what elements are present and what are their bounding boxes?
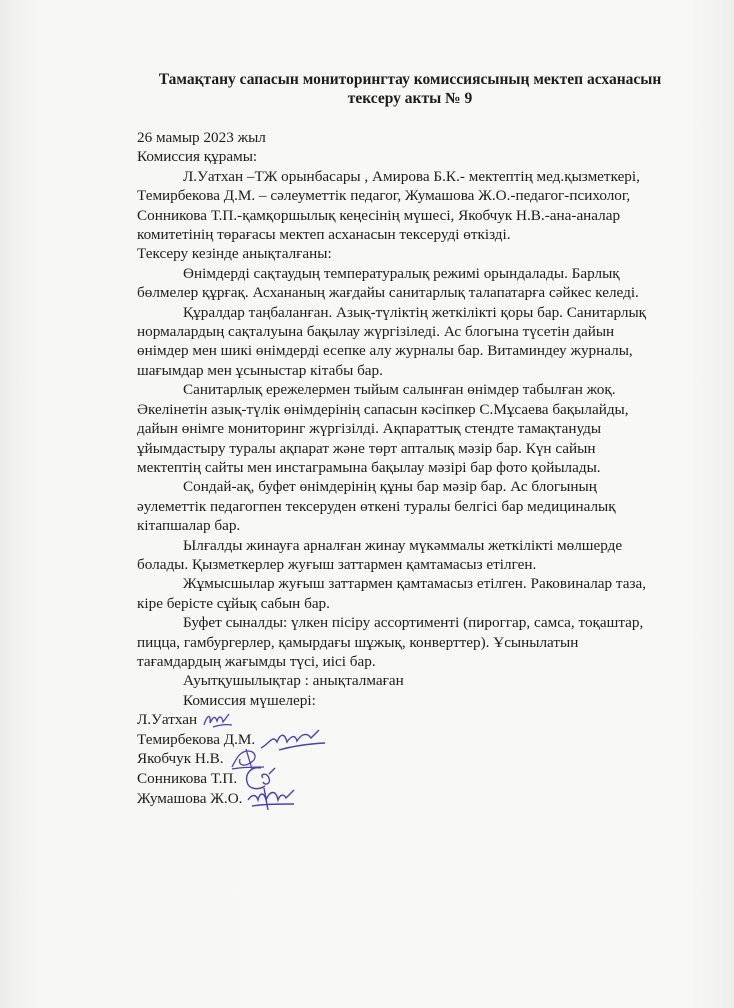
member-name: Якобчук Н.В. (137, 750, 224, 768)
paragraph-line: Әкелінетін азық-түлік өнімдерінің сапасын кәсіпкер С.Мұсаева бақылайды, (137, 400, 629, 418)
commission-line: комитетінің төрағасы мектеп асханасын тексеруді өткізді. (137, 226, 511, 244)
member-row (137, 730, 702, 750)
paragraph-line: бөлмелер құрғақ. Асхананың жағдайы санитарлық талапатарға сәйкес келеді. (137, 284, 639, 302)
paragraph-line: болады. Қызметкерлер жуғыш заттармен қамтамасыз етілген. (137, 555, 537, 573)
paragraph-line: шағымдар мен ұсыныстар кітабы бар. (137, 361, 383, 379)
paragraph-line: ұйымдастыру туралы ақпарат және төрт апталық мәзір бар. Күн сайын (137, 439, 596, 457)
paragraph-line: Сондай-ақ, буфет өнімдерінің құны бар мәзір бар. Ас блогының (183, 478, 597, 496)
paragraph-line: пицца, гамбургерлер, қамырдағы шұжық, конверттер). Ұсынылатын (137, 633, 579, 651)
signature-image (201, 709, 235, 731)
deviations-line: Ауытқушылықтар : анықталмаған (183, 672, 404, 690)
paragraph-line: нормалардың сақталуына бақылау жүргізіледі. Ас блогына түсетін дайын (137, 323, 615, 341)
document-body (137, 128, 702, 808)
paragraph-line: кітапшалар бар. (137, 517, 241, 535)
paragraph-line: тағамдардың жағымды түсі, иісі бар. (137, 652, 376, 670)
paragraph-line: дайын өнімге мониторинг жүргізілді. Ақпараттық стендте тамақтануды (137, 420, 602, 438)
paragraph-line: Ылғалды жинауға арналған жинау мүкәммалы жеткілікті мөлшерде (183, 536, 623, 554)
member-name: Жумашова Ж.О. (137, 789, 243, 807)
commission-label: Комиссия құрамы: (137, 148, 258, 166)
document-date: 26 мамыр 2023 жыл (137, 129, 266, 146)
title-line-1: Тамақтану сапасын мониторингтау комиссиясының мектеп асханасын (158, 71, 662, 88)
member-row (137, 749, 702, 769)
paragraph-line: өнімдер мен шикі өнімдерді есепке алу журналы бар. Витаминдеу журналы, (137, 342, 633, 360)
paragraph-line: Құралдар таңбаланған. Азық-түліктің жеткілікті қоры бар. Санитарлық (183, 303, 647, 321)
paragraph-line: Өнімдерді сақтаудың температуралық режимі орындалады. Барлық (183, 264, 620, 282)
document-title (130, 70, 690, 108)
commission-line: Л.Уатхан –ТЖ орынбасары , Амирова Б.К.- мектептің мед.қызметкері, (183, 167, 640, 185)
members-label: Комиссия мүшелері: (183, 691, 316, 709)
signature-image (259, 726, 329, 754)
member-name: Сонникова Т.П. (137, 770, 238, 788)
member-row (137, 769, 702, 789)
findings-label: Тексеру кезінде анықталғаны: (137, 245, 332, 263)
member-name: Л.Уатхан (137, 711, 198, 729)
paragraph-line: Буфет сыналды: үлкен пісіру ассортименті (пироггар, самса, тоқаштар, (183, 614, 644, 632)
member-row (137, 710, 702, 730)
title-line-2: тексеру акты № 9 (347, 90, 473, 107)
paragraph-line: мектептің сайты мен инстаграмына бақылау мәзірі бар фото қойылады. (137, 458, 601, 476)
paragraph-line: әулеметтік педагогпен тексеруден өткені туралы белгісі бар медициналық (137, 497, 616, 515)
signature-image (246, 784, 298, 812)
paragraph-line: Санитарлық ережелермен тыйым салынған өнімдер табылған жоқ. (183, 381, 616, 399)
paragraph-line: Жұмысшылар жуғыш заттармен қамтамасыз етілген. Раковиналар таза, (183, 575, 647, 593)
paragraph-line: кіре берісте сұйық сабын бар. (137, 594, 330, 612)
commission-line: Сонникова Т.П.-қамқоршылық кеңесінің мүшесі, Якобчук Н.В.-ана-аналар (137, 206, 621, 224)
commission-line: Темирбекова Д.М. – сәлеуметтік педагог, Жумашова Ж.О.-педагог-психолог, (137, 187, 631, 205)
member-name: Темирбекова Д.М. (137, 730, 256, 748)
member-row (137, 789, 702, 809)
